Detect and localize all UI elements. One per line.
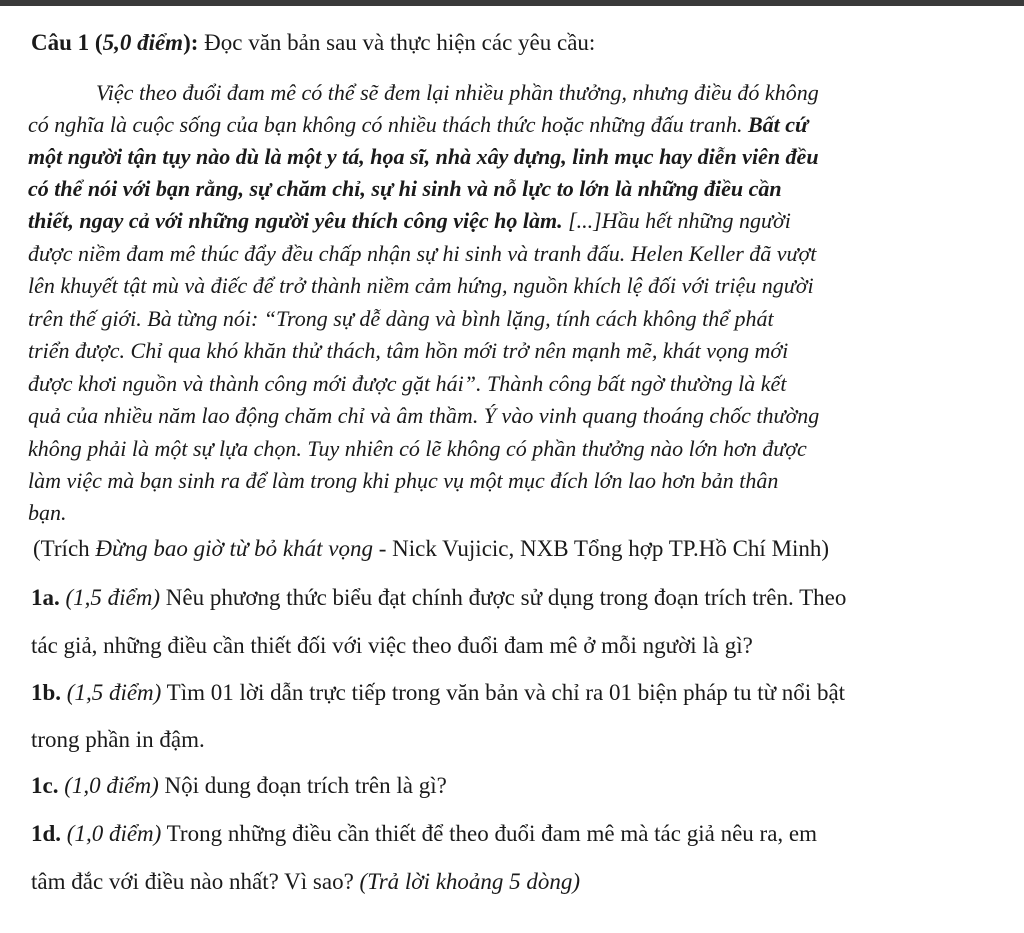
question-1d-cont: tâm đắc với điều nào nhất? Vì sao? (Trả lời khoảng 5 dòng) — [31, 869, 581, 894]
question-1d: 1d. (1,0 điểm) Trong những điều cần thiết để theo đuổi đam mê mà tác giả nêu ra, em — [31, 821, 817, 846]
passage-line-13: làm việc mà bạn sinh ra để làm trong khi phục vụ một mục đích lớn lao hơn bản thân — [28, 468, 779, 493]
question-1a-cont: tác giả, những điều cần thiết đối với việc theo đuổi đam mê ở mỗi người là gì? — [31, 633, 753, 658]
question-heading: Câu 1 (5,0 điểm): Đọc văn bản sau và thực hiện các yêu cầu: — [31, 30, 596, 55]
passage-line-8: trên thế giới. Bà từng nói: “Trong sự dễ dàng và bình lặng, tính cách không thể phát — [28, 306, 774, 331]
passage-line-2: có nghĩa là cuộc sống của bạn không có nhiều thách thức hoặc những đấu tranh. Bất cứ — [28, 112, 809, 137]
question-1b-cont: trong phần in đậm. — [31, 727, 205, 752]
passage-line-1: Việc theo đuổi đam mê có thể sẽ đem lại nhiều phần thưởng, nhưng điều đó không — [96, 80, 819, 105]
passage-line-12: không phải là một sự lựa chọn. Tuy nhiên có lẽ không có phần thưởng nào lớn hơn được — [28, 436, 807, 461]
question-1b: 1b. (1,5 điểm) Tìm 01 lời dẫn trực tiếp trong văn bản và chỉ ra 01 biện pháp tu từ nổi bật — [31, 680, 846, 705]
passage-line-6: được niềm đam mê thúc đẩy đều chấp nhận sự hi sinh và tranh đấu. Helen Keller đã vượt — [28, 241, 817, 266]
question-1c: 1c. (1,0 điểm) Nội dung đoạn trích trên là gì? — [31, 773, 447, 798]
question-1a: 1a. (1,5 điểm) Nêu phương thức biểu đạt chính được sử dụng trong đoạn trích trên. Theo — [31, 585, 847, 610]
passage-line-14: bạn. — [28, 500, 67, 525]
passage-line-11: quả của nhiều năm lao động chăm chỉ và âm thầm. Ý vào vinh quang thoáng chốc thường — [28, 403, 820, 428]
passage-line-9: triển được. Chỉ qua khó khăn thử thách, tâm hồn mới trở nên mạnh mẽ, khát vọng mới — [28, 338, 789, 363]
passage-line-10: được khơi nguồn và thành công mới được gặt hái”. Thành công bất ngờ thường là kết — [28, 371, 787, 396]
passage-line-7: lên khuyết tật mù và điếc để trở thành niềm cảm hứng, nguồn khích lệ đối với triệu người — [28, 273, 814, 298]
top-border — [0, 0, 1024, 6]
passage-line-5: thiết, ngay cả với những người yêu thích công việc họ làm. [...]Hầu hết những người — [28, 208, 791, 233]
passage-line-3: một người tận tụy nào dù là một y tá, họa sĩ, nhà xây dựng, linh mục hay diễn viên đều — [28, 144, 819, 169]
passage-line-4: có thể nói với bạn rằng, sự chăm chỉ, sự hi sinh và nỗ lực to lớn là những điều cần — [28, 176, 782, 201]
source-citation: (Trích Đừng bao giờ từ bỏ khát vọng - Nick Vujicic, NXB Tổng hợp TP.Hồ Chí Minh) — [33, 536, 830, 561]
